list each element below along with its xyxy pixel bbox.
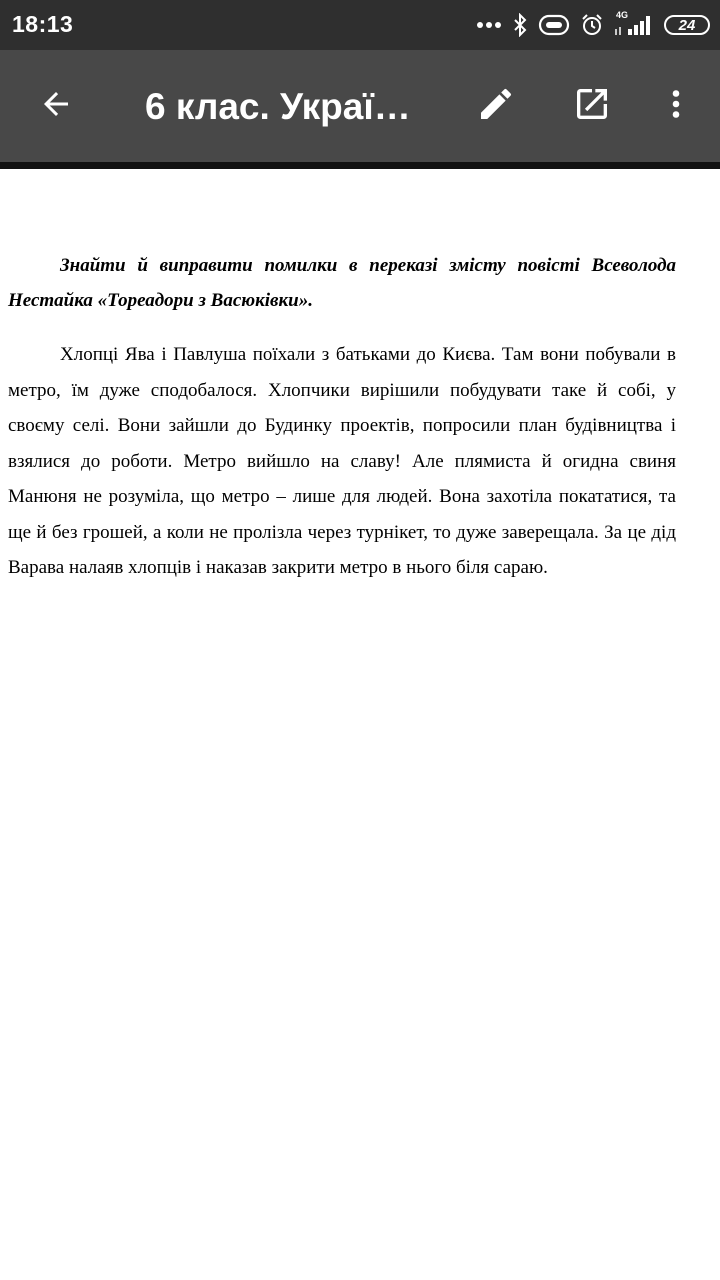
network-type: 4G: [616, 10, 629, 20]
bluetooth-icon: [512, 13, 528, 37]
status-bar: [0, 0, 720, 50]
edit-pencil-icon: [476, 84, 516, 129]
toolbar-divider: [0, 162, 720, 169]
document-page[interactable]: [0, 169, 720, 1280]
status-time: 18:13: [12, 11, 74, 37]
back-button[interactable]: [20, 50, 92, 162]
battery-icon: 24: [664, 15, 710, 35]
edit-button[interactable]: [460, 50, 532, 162]
open-external-button[interactable]: [556, 50, 628, 162]
task-heading: Знайти й виправити помилки в переказі змісту повісті Всеволода Нестайка «Тореадори з Васюківки».: [8, 255, 676, 311]
app-toolbar: [0, 50, 720, 162]
more-options-button[interactable]: [640, 50, 712, 162]
story-paragraph: Хлопці Ява і Павлуша поїхали з батьками до Києва. Там вони побували в метро, їм дуже сподобалося. Хлопчики вирішили побудувати таке й собі, у своєму селі. Вони зайшли до Будинку проектів, попросили план будівництва і взялися до роботи. Метро вийшло на славу! Але плямиста й огидна свиня Манюня не розуміла, що метро – лише для людей. Вона захотіла покататися, та ще й без грошей, а коли не пролізла через турнікет, то дуже заверещала. За це дід Варава налаяв хлопців і наказав закрити метро в нього біля сараю.: [8, 344, 676, 578]
more-dots-icon: [476, 21, 502, 29]
alarm-icon: [580, 13, 604, 37]
vibrate-icon: [538, 14, 570, 36]
signal-icon: [614, 10, 654, 37]
status-icons: [476, 10, 710, 40]
open-external-icon: [572, 84, 612, 129]
document-title: 6 клас. Украї…: [145, 86, 411, 127]
back-arrow-icon: [38, 86, 74, 127]
more-vert-icon: [658, 86, 694, 127]
